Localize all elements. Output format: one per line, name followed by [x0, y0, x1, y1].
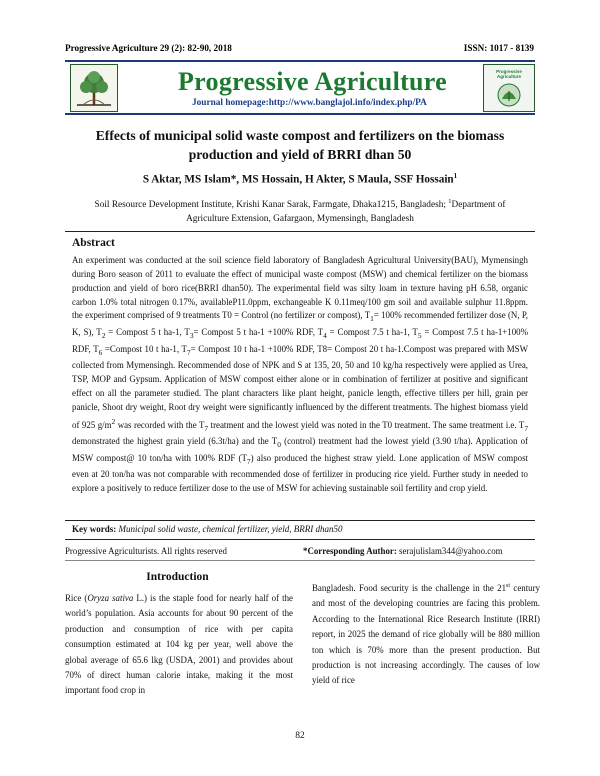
- treatment-t2: = Compost 5 t ha-1, T: [105, 327, 190, 337]
- author-list: [60, 172, 540, 186]
- subscript: 3: [189, 330, 194, 340]
- intro-left-paragraph: [65, 591, 293, 699]
- intro-right-column: [312, 579, 540, 689]
- keywords-value: Municipal solid waste, chemical fertilizer, yield, BRRI dhan50: [118, 524, 343, 534]
- affiliation-primary: Soil Resource Development Institute, Krishi Kanar Sarak, Farmgate, Dhaka1215, Bangladesh;: [94, 200, 449, 211]
- page-number: 82: [295, 731, 305, 741]
- corresponding-author-email[interactable]: serajulislam344@yahoo.com: [399, 546, 503, 556]
- banner-top-rule: [65, 60, 535, 62]
- affiliation-line1: [60, 195, 540, 212]
- abstract-text-result-c: demonstrated the highest grain yield (6.3t/ha) and the T: [72, 436, 278, 447]
- superscript: st: [506, 583, 511, 589]
- journal-cover-logo: [483, 64, 535, 112]
- abstract-text-result-b: treatment and the lowest yield was noted in the T0 treatment. The same treatment i.e. T: [208, 419, 525, 430]
- treatment-t7: = Compost 10 t ha-1 +100% RDF, T8= Compost 20 t ha-1.Compost was prepared with MSW collected from: [72, 343, 528, 371]
- species-name: Oryza sativa: [87, 593, 134, 603]
- abstract-text-intro: An experiment was conducted at the soil science field laboratory of Bangladesh Agricultural University(BAU), Mymensingh during Boro season of 2011 to evaluate the effect of municipal waste compost (MSW) and chemical fertilizer on the biomass production and yield of boro rice(BRRI dhan50). The experimental field was silty loam in texture having pH 6.58, organic carbon 1.0% total nitrogen 0.17%, availableP11.0ppm, exchangeable K 0.11meq/100 gm soil and available sulphur 11.8ppm. the experiment comprised of 9 treatments T0 = Control (no fertilizer or compost), T: [72, 255, 528, 321]
- journal-homepage[interactable]: Journal homepage:http://www.banglajol.info/index.php/PA: [192, 98, 427, 108]
- intro-right-text-b: century and most of the developing countries are facing this problem. According to the International Rice Research Institute (IRRI) report, in 2025 the demand of rice globally will be 880 million ton which is 70% more than the present production. But production is not increasing accordingly. The causes of low yield of rice: [312, 582, 540, 686]
- corresponding-author-label: *Corresponding Author:: [303, 546, 397, 556]
- running-header-citation: Progressive Agriculture 29 (2): 82-90, 2018: [65, 43, 232, 53]
- subscript: 7: [246, 456, 251, 466]
- keywords-bottom-rule: [65, 539, 535, 540]
- abstract-text-methods: Mymensingh. Recommended dose of NPK and S at 135, 20, 50 and 10 kg/ha respectively were applied as Urea, TSP, MOP and Gypsum. Application of MSW compost either alone or in combination of fertilizer at positive and significant effect on all the parameter studied. The plant characters like plant height, panicle length, effective tillers per hill, grain per panicle, Shoot dry weight, Root dry weight were significantly influenced by the different treatments. The highest biomass yield of 925 g/m: [72, 360, 529, 430]
- affiliation-superscript: 1: [448, 198, 452, 205]
- intro-left-column: [65, 591, 293, 699]
- subscript: 6: [98, 347, 103, 357]
- subscript: 7: [204, 423, 209, 433]
- abstract-text-result-a: was recorded with the T: [115, 419, 205, 430]
- intro-left-text-a: Rice (: [65, 593, 88, 603]
- affiliation-secondary-start: Department of: [451, 200, 506, 211]
- treatment-t6: =Compost 10 t ha-1, T: [102, 343, 187, 354]
- treatment-t4: = Compost 7.5 t ha-1, T: [326, 327, 418, 337]
- abstract-top-rule: [65, 231, 535, 232]
- affiliation-line2: Agriculture Extension, Gafargaon, Mymensingh, Bangladesh: [186, 214, 414, 225]
- treatment-t5: = Compost 7.5 t ha-1+100% RDF, T: [72, 327, 528, 354]
- abstract-text-conclusion: ) also produced the highest straw yield. Lone application of MSW compost even at 20 ton/ha was not comparable with recommended dose of fertilizer in producing rice yield. Further study in needed to explore a positively to reduce fertilizer dose to the use of MSW for achieving sustainable soil fertility and crop yield.: [72, 452, 528, 494]
- subscript: 5: [417, 330, 422, 340]
- footer-rule: [65, 560, 535, 561]
- abstract-paragraph: [72, 254, 528, 496]
- intro-right-text-a: Bangladesh. Food security is the challenge in the 21: [312, 582, 507, 593]
- abstract-body: [72, 254, 528, 496]
- article-title-line2: production and yield of BRRI dhan 50: [188, 147, 412, 162]
- intro-left-text-b: L.) is the staple food for nearly half of the world’s population. Asia accounts for about 90 percent of the production and consumption of rice with per capita consumption estimated at 104 kg per year, well above the global average of 65.6 lkg (USDA, 2001) and provides about 70% of direct human calorie intake, making it the most important food crop in: [65, 593, 293, 696]
- treatment-t1: = 100% recommended fertilizer dose (N, P, K, S), T: [72, 310, 528, 337]
- subscript: 7: [186, 347, 191, 357]
- introduction-heading: Introduction: [146, 571, 209, 583]
- subscript: 7: [524, 423, 529, 433]
- author-names: S Aktar, MS Islam*, MS Hossain, H Akter, S Maula, SSF Hossain: [142, 173, 454, 186]
- keywords-label: Key words:: [72, 524, 117, 534]
- superscript: 2: [111, 416, 116, 426]
- elsevier-tree-logo: [70, 64, 118, 112]
- subscript: 2: [101, 330, 106, 340]
- article-title: [60, 126, 540, 164]
- corresponding-author: [303, 546, 503, 556]
- treatment-t3: = Compost 5 t ha-1 +100% RDF, T: [193, 327, 324, 337]
- journal-title: Progressive Agriculture: [178, 67, 448, 96]
- author-superscript: 1: [453, 172, 458, 180]
- keywords-top-rule: [65, 520, 535, 521]
- running-header-issn: ISSN: 1017 - 8139: [463, 43, 534, 53]
- abstract-text-result-d: (control) treatment had the lowest yield (3.90 t/ha). Application of MSW compost@ 10 ton/ha with 100% RDF (T: [72, 436, 528, 463]
- intro-right-paragraph: [312, 579, 540, 689]
- subscript: 4: [323, 330, 327, 340]
- subscript: 0: [277, 440, 281, 449]
- abstract-heading: Abstract: [72, 237, 115, 249]
- subscript: 1: [370, 314, 374, 324]
- affiliations: [60, 195, 540, 226]
- journal-cover-logo-text: Progressive Agriculture: [496, 69, 522, 79]
- copyright-notice: Progressive Agriculturists. All rights reserved: [65, 546, 227, 556]
- keywords: [72, 524, 342, 534]
- banner-bottom-rule: [65, 113, 535, 115]
- article-title-line1: Effects of municipal solid waste compost and fertilizers on the biomass: [95, 128, 505, 143]
